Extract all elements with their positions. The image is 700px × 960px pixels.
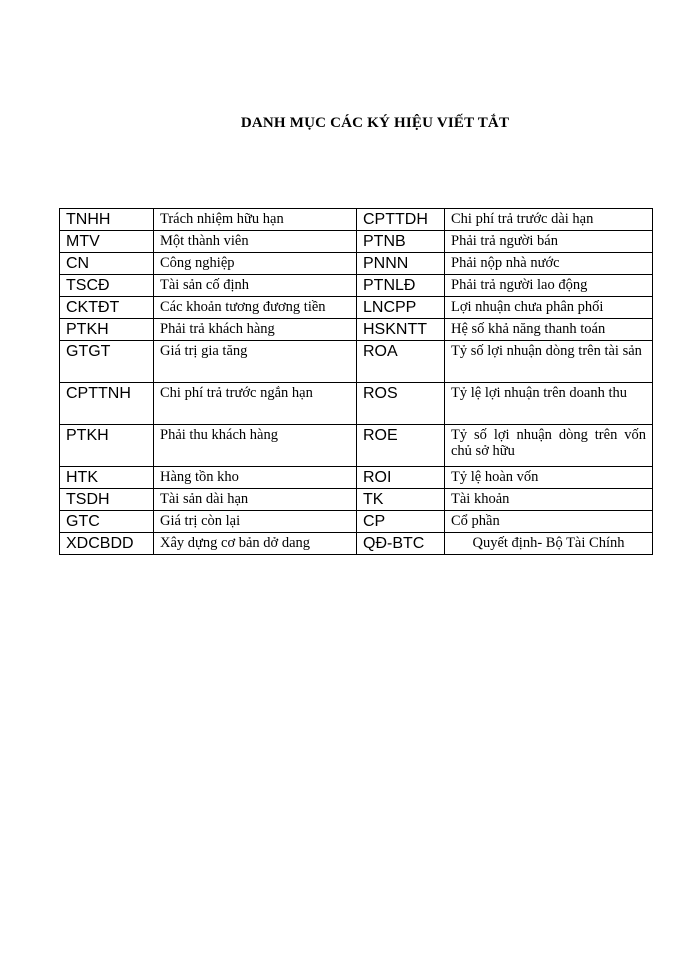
abbreviation-cell: ROI	[357, 467, 445, 489]
abbreviation-cell: CPTTDH	[357, 209, 445, 231]
meaning-cell: Tài sản cố định	[154, 275, 357, 297]
meaning-cell: Tài sản dài hạn	[154, 489, 357, 511]
table-row	[60, 383, 653, 425]
abbreviation-cell: HTK	[60, 467, 154, 489]
table-row	[60, 297, 653, 319]
meaning-cell: Phải nộp nhà nước	[445, 253, 653, 275]
abbreviation-cell: PNNN	[357, 253, 445, 275]
meaning-cell: Công nghiệp	[154, 253, 357, 275]
abbreviation-cell: HSKNTT	[357, 319, 445, 341]
meaning-cell: Trách nhiệm hữu hạn	[154, 209, 357, 231]
meaning-cell: Giá trị gia tăng	[154, 341, 357, 383]
table-row	[60, 341, 653, 383]
abbreviation-cell: MTV	[60, 231, 154, 253]
table-row	[60, 319, 653, 341]
abbreviation-cell: PTNB	[357, 231, 445, 253]
meaning-cell: Một thành viên	[154, 231, 357, 253]
table-row	[60, 467, 653, 489]
abbreviation-cell: GTGT	[60, 341, 154, 383]
page-title: DANH MỤC CÁC KÝ HIỆU VIẾT TẮT	[240, 115, 510, 131]
abbreviation-cell: ROS	[357, 383, 445, 425]
meaning-cell: Chi phí trả trước ngắn hạn	[154, 383, 357, 425]
meaning-cell: Tỷ số lợi nhuận dòng trên tài sản	[445, 341, 653, 383]
abbreviation-cell: PTNLĐ	[357, 275, 445, 297]
table-row	[60, 275, 653, 297]
abbreviation-cell: CP	[357, 511, 445, 533]
table-row	[60, 253, 653, 275]
table-row	[60, 533, 653, 555]
meaning-cell: Quyết định- Bộ Tài Chính	[445, 533, 653, 555]
meaning-cell: Tỷ lệ hoàn vốn	[445, 467, 653, 489]
table-row	[60, 511, 653, 533]
meaning-cell: Cổ phần	[445, 511, 653, 533]
abbreviation-cell: ROE	[357, 425, 445, 467]
table-row	[60, 489, 653, 511]
meaning-cell: Tỷ lệ lợi nhuận trên doanh thu	[445, 383, 653, 425]
meaning-cell: Tài khoản	[445, 489, 653, 511]
meaning-cell: Phải trả khách hàng	[154, 319, 357, 341]
meaning-cell: Các khoản tương đương tiền	[154, 297, 357, 319]
meaning-cell: Giá trị còn lại	[154, 511, 357, 533]
table-row	[60, 231, 653, 253]
abbreviation-cell: PTKH	[60, 425, 154, 467]
abbreviation-table	[59, 208, 653, 555]
meaning-cell: Lợi nhuận chưa phân phối	[445, 297, 653, 319]
meaning-cell: Phải trả người lao động	[445, 275, 653, 297]
abbreviation-cell: LNCPP	[357, 297, 445, 319]
meaning-cell: Chi phí trả trước dài hạn	[445, 209, 653, 231]
abbreviation-cell: PTKH	[60, 319, 154, 341]
meaning-cell: Hệ số khả năng thanh toán	[445, 319, 653, 341]
abbreviation-cell: TNHH	[60, 209, 154, 231]
abbreviation-cell: CN	[60, 253, 154, 275]
meaning-cell: Phải trả người bán	[445, 231, 653, 253]
abbreviation-cell: TSCĐ	[60, 275, 154, 297]
abbreviation-cell: TK	[357, 489, 445, 511]
abbreviation-cell: GTC	[60, 511, 154, 533]
meaning-cell: Hàng tồn kho	[154, 467, 357, 489]
abbreviation-cell: CKTĐT	[60, 297, 154, 319]
table-row	[60, 209, 653, 231]
meaning-cell: Xây dựng cơ bản dở dang	[154, 533, 357, 555]
meaning-cell: Tỷ số lợi nhuận dòng trên vốn chủ sở hữu	[445, 425, 653, 467]
abbreviation-cell: QĐ-BTC	[357, 533, 445, 555]
abbreviation-cell: TSDH	[60, 489, 154, 511]
abbreviation-cell: CPTTNH	[60, 383, 154, 425]
meaning-cell: Phải thu khách hàng	[154, 425, 357, 467]
abbreviation-cell: XDCBDD	[60, 533, 154, 555]
table-row	[60, 425, 653, 467]
abbreviation-cell: ROA	[357, 341, 445, 383]
